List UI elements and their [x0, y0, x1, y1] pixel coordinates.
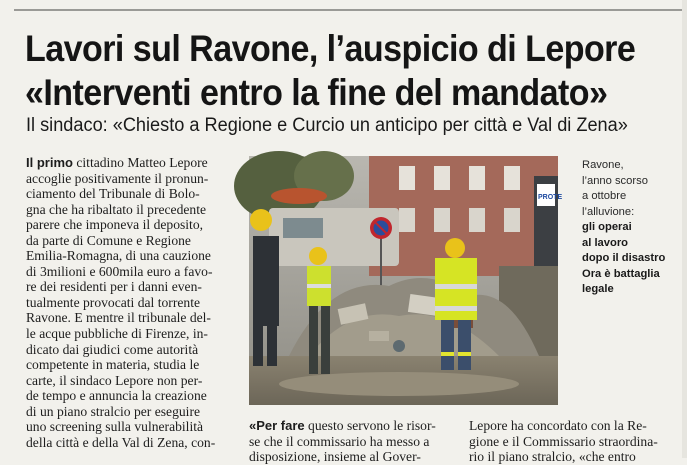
headline-line-1: Lavori sul Ravone, l’auspicio di Lepore	[25, 28, 636, 69]
article-middle-column	[249, 418, 449, 465]
caption-line-bold: al lavoro	[582, 236, 629, 249]
body-line: re dei residenti per i danni even-	[26, 279, 202, 295]
body-line: Ravone. E mentre il tribunale del-	[26, 310, 211, 326]
caption-line: a ottobre	[582, 190, 627, 202]
body-line: Lepore ha concordato con la Re-	[469, 418, 647, 433]
body-line	[26, 155, 234, 171]
body-line: competente in materia, studia le	[26, 357, 200, 373]
body-line: di un piano stralcio per eseguire	[26, 403, 201, 419]
lead-in-bold: Il primo	[26, 155, 73, 170]
body-line	[249, 418, 449, 434]
caption-line-bold: Ora è battaglia	[582, 267, 660, 280]
caption-line-bold: gli operai	[582, 221, 632, 233]
body-line: della città e della Val di Zena, con-	[26, 434, 216, 450]
article-right-column	[469, 418, 674, 465]
body-line: gna che ha ribaltato il precedente	[26, 201, 207, 217]
body-line: de tempo e annuncia la creazione	[26, 388, 207, 404]
body-line: disposizione, insieme al Gover-	[249, 449, 421, 465]
body-line: rio il piano stralcio, «che entro	[469, 449, 636, 465]
flood-cleanup-illustration	[249, 156, 563, 405]
body-line: Emilia-Romagna, di una cauzione	[26, 248, 211, 264]
body-line: ciamento del Tribunale di Bolo-	[26, 186, 200, 202]
caption-line: l’alluvione:	[582, 205, 635, 218]
headline-line-2: «Interventi entro la fine del mandato»	[25, 72, 608, 113]
body-line-text: cittadino Matteo Lepore	[72, 155, 208, 170]
body-line: uno screening sulla vulnerabilità	[26, 419, 204, 435]
body-line: se che il commissario ha messo a	[249, 433, 430, 449]
sign-text: PROTE	[538, 194, 563, 201]
page-edge	[682, 0, 687, 458]
body-line: carte, il sindaco Lepore non per-	[26, 372, 203, 388]
body-line: accoglie positivamente il pronun-	[26, 170, 209, 186]
article-left-column	[26, 155, 234, 450]
caption-line: Ravone,	[582, 159, 624, 171]
photo-caption	[582, 158, 682, 298]
top-rule	[14, 9, 687, 11]
body-line: parere che imponeva il deposito,	[26, 217, 204, 233]
body-line: dicato dai giudici come autorità	[26, 341, 199, 357]
body-line-text: questo servono le risor-	[304, 418, 436, 433]
caption-line-bold: legale	[582, 283, 614, 295]
news-photo	[249, 156, 563, 405]
body-line: tualmente provocati dal torrente	[26, 294, 201, 310]
body-line: di 3milioni e 600mila euro a favo-	[26, 263, 213, 279]
body-line: gione e il Commissario straordina-	[469, 433, 658, 449]
body-line: le acque pubbliche di Firenze, in-	[26, 326, 208, 342]
caption-line: l’anno scorso	[582, 174, 648, 187]
caption-line-bold: dopo il disastro	[582, 252, 666, 264]
body-line: da parte di Comune e Regione	[26, 232, 191, 248]
subheadline: Il sindaco: «Chiesto a Regione e Curcio un anticipo per città e Val di Zena»	[26, 115, 628, 136]
lead-in-bold: «Per fare	[249, 418, 305, 433]
